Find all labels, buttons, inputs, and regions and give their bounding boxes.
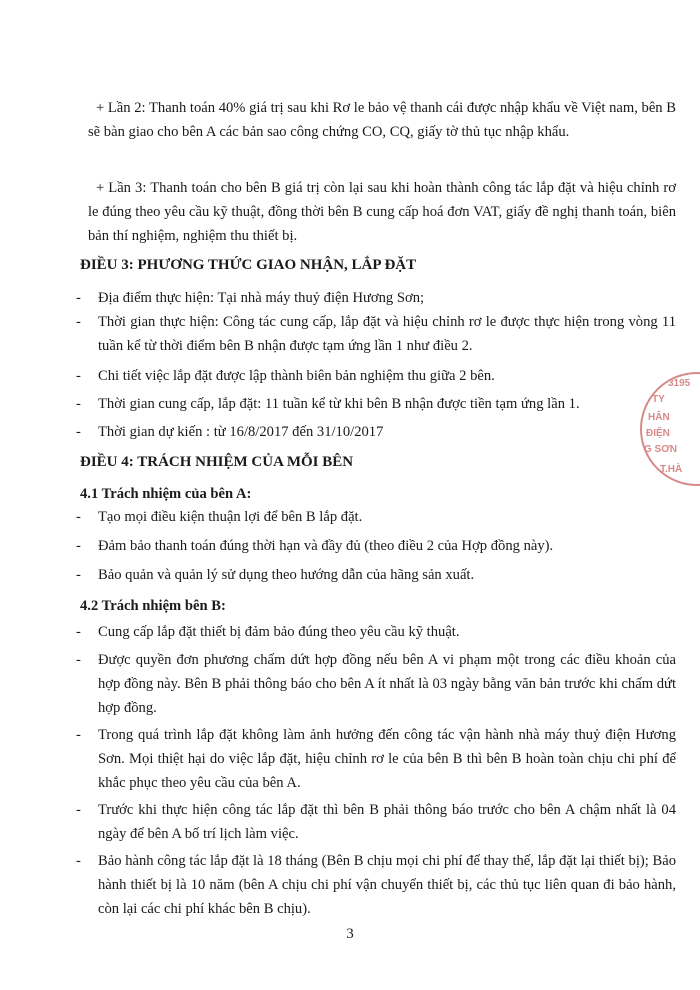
article-3-heading: ĐIỀU 3: PHƯƠNG THỨC GIAO NHẬN, LẮP ĐẶT (80, 257, 417, 273)
party-b-item: - Bảo hành công tác lắp đặt là 18 tháng (Bên B chịu mọi chi phí để thay thế, lắp đặt lại thiết bị); Bảo hành thiết bị là 10 năm (bên A chịu chi phí vận chuyển thiết bị, các thủ tục liên quan đi bảo hành, còn lại các chi phí khác bên B chịu). (76, 853, 676, 917)
stamp-text: ĐIỆN (646, 428, 670, 439)
party-a-item: - Đảm bảo thanh toán đúng thời hạn và đầy đủ (theo điều 2 của Hợp đồng này). (76, 538, 554, 554)
party-a-item: - Bảo quản và quản lý sử dụng theo hướng dẫn của hãng sản xuất. (76, 567, 475, 583)
payment-installment-3: + Lần 3: Thanh toán cho bên B giá trị còn lại sau khi hoàn thành công tác lắp đặt và hiệu chỉnh rơ le đúng theo yêu cầu kỹ thuật, đồng thời bên B cung cấp hoá đơn VAT, giấy đề nghị thanh toán, biên bản thí nghiệm, nghiệm thu thiết bị. (88, 180, 676, 244)
page-number: 3 (346, 926, 354, 942)
stamp-text: HÂN (648, 412, 670, 423)
party-b-item: - Được quyền đơn phương chấm dứt hợp đồng nếu bên A vi phạm một trong các điều khoản của hợp đồng này. Bên B phải thông báo cho bên A ít nhất là 03 ngày bằng văn bản trước khi chấm dứt hợp đồng. (76, 652, 676, 716)
article-3-item: - Chi tiết việc lắp đặt được lập thành biên bản nghiệm thu giữa 2 bên. (76, 368, 495, 384)
party-b-item: - Cung cấp lắp đặt thiết bị đảm bảo đúng theo yêu cầu kỹ thuật. (76, 624, 460, 640)
stamp-text: T.HÀ (660, 464, 683, 475)
party-b-responsibility-title: 4.2 Trách nhiệm bên B: (80, 598, 226, 614)
article-4-heading: ĐIỀU 4: TRÁCH NHIỆM CỦA MỖI BÊN (80, 454, 354, 470)
article-3-item: - Thời gian cung cấp, lắp đặt: 11 tuần kể từ khi bên B nhận được tiền tạm ứng lần 1. (76, 396, 580, 412)
stamp-text: 3195 (668, 378, 691, 389)
stamp-text: TY (652, 394, 665, 405)
article-3-item: - Thời gian dự kiến : từ 16/8/2017 đến 31/10/2017 (76, 424, 384, 440)
company-seal-stamp (640, 372, 700, 486)
article-3-item: - Địa điểm thực hiện: Tại nhà máy thuỷ điện Hương Sơn; (76, 290, 425, 306)
party-a-item: - Tạo mọi điều kiện thuận lợi để bên B lắp đặt. (76, 509, 363, 525)
party-a-responsibility-title: 4.1 Trách nhiệm của bên A: (80, 486, 252, 502)
party-b-item: - Trong quá trình lắp đặt không làm ảnh hưởng đến công tác vận hành nhà máy thuỷ điện Hương Sơn. Mọi thiệt hại do việc lắp đặt, hiệu chỉnh rơ le của bên B thì bên B hoàn toàn chịu chi phí để khắc phục theo yêu cầu của bên A. (76, 727, 676, 791)
payment-installment-2: + Lần 2: Thanh toán 40% giá trị sau khi Rơ le bảo vệ thanh cái được nhập khẩu về Việt nam, bên B sẽ bàn giao cho bên A các bản sao công chứng CO, CQ, giấy tờ thủ tục nhập khẩu. (88, 100, 676, 140)
article-3-item: - Thời gian thực hiện: Công tác cung cấp, lắp đặt và hiệu chỉnh rơ le được thực hiện trong vòng 11 tuần kể từ thời điểm bên B nhận được tạm ứng lần 1 như điều 2. (76, 314, 676, 354)
party-b-item: - Trước khi thực hiện công tác lắp đặt thì bên B phải thông báo trước cho bên A chậm nhất là 04 ngày để bên A bố trí lịch làm việc. (76, 802, 676, 842)
stamp-text: G SƠN (644, 444, 677, 455)
